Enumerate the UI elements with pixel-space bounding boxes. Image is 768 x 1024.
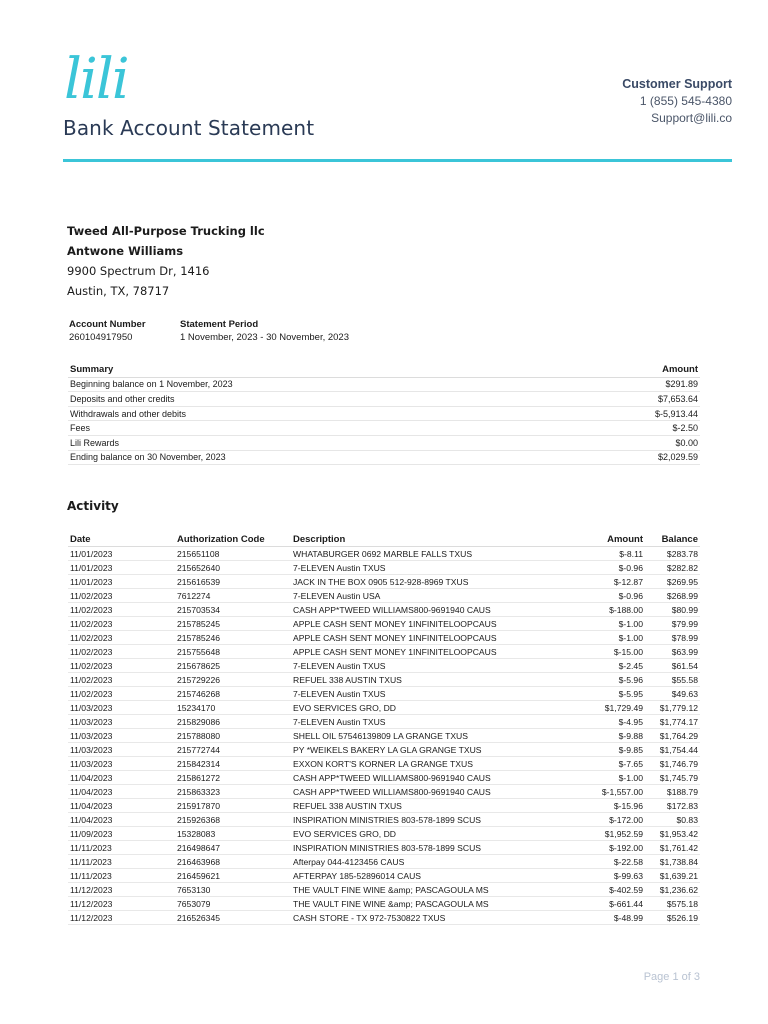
tx-auth-code: 215616539 [175, 575, 291, 589]
tx-auth-code: 215729226 [175, 673, 291, 687]
tx-date: 11/04/2023 [68, 771, 175, 785]
activity-row [68, 589, 700, 603]
activity-row [68, 855, 700, 869]
account-number-label: Account Number [69, 319, 146, 330]
activity-row [68, 897, 700, 911]
tx-auth-code: 216498647 [175, 841, 291, 855]
tx-description: EVO SERVICES GRO, DD [291, 827, 581, 841]
activity-row [68, 631, 700, 645]
tx-description: AFTERPAY 185-52896014 CAUS [291, 869, 581, 883]
tx-balance: $63.99 [645, 645, 700, 659]
tx-auth-code: 215746268 [175, 687, 291, 701]
tx-description: 7-ELEVEN Austin TXUS [291, 561, 581, 575]
tx-balance: $49.63 [645, 687, 700, 701]
tx-description: REFUEL 338 AUSTIN TXUS [291, 799, 581, 813]
activity-row [68, 757, 700, 771]
tx-balance: $1,745.79 [645, 771, 700, 785]
summary-label: Beginning balance on 1 November, 2023 [68, 377, 561, 392]
tx-amount: $-5.95 [581, 687, 645, 701]
summary-amount: $-5,913.44 [561, 406, 700, 421]
tx-balance: $55.58 [645, 673, 700, 687]
tx-amount: $-1.00 [581, 617, 645, 631]
tx-description: PY *WEIKELS BAKERY LA GLA GRANGE TXUS [291, 743, 581, 757]
tx-auth-code: 215785245 [175, 617, 291, 631]
lili-logo: lili [64, 47, 128, 112]
tx-balance: $282.82 [645, 561, 700, 575]
summary-amount: $7,653.64 [561, 392, 700, 407]
tx-amount: $-7.65 [581, 757, 645, 771]
account-number-value: 260104917950 [69, 332, 133, 343]
tx-amount: $-2.45 [581, 659, 645, 673]
activity-row [68, 771, 700, 785]
tx-balance: $61.54 [645, 659, 700, 673]
activity-row [68, 603, 700, 617]
tx-description: 7-ELEVEN Austin TXUS [291, 687, 581, 701]
tx-balance: $1,236.62 [645, 883, 700, 897]
tx-description: INSPIRATION MINISTRIES 803-578-1899 SCUS [291, 841, 581, 855]
col-auth: Authorization Code [175, 533, 291, 547]
tx-date: 11/03/2023 [68, 729, 175, 743]
statement-period-label: Statement Period [180, 319, 259, 330]
page-number: Page 1 of 3 [643, 971, 700, 983]
summary-row [68, 377, 700, 392]
tx-balance: $283.78 [645, 547, 700, 561]
tx-date: 11/11/2023 [68, 869, 175, 883]
tx-auth-code: 215926368 [175, 813, 291, 827]
tx-description: INSPIRATION MINISTRIES 803-578-1899 SCUS [291, 813, 581, 827]
tx-balance: $79.99 [645, 617, 700, 631]
summary-amount: $2,029.59 [561, 450, 700, 465]
tx-amount: $-661.44 [581, 897, 645, 911]
tx-balance: $172.83 [645, 799, 700, 813]
summary-row [68, 421, 700, 436]
tx-description: APPLE CASH SENT MONEY 1INFINITELOOPCAUS [291, 631, 581, 645]
tx-date: 11/12/2023 [68, 883, 175, 897]
tx-date: 11/02/2023 [68, 617, 175, 631]
tx-balance: $575.18 [645, 897, 700, 911]
statement-period-value: 1 November, 2023 - 30 November, 2023 [180, 332, 349, 343]
tx-description: EXXON KORT'S KORNER LA GRANGE TXUS [291, 757, 581, 771]
activity-header-row [68, 533, 700, 547]
summary-row [68, 450, 700, 465]
activity-row [68, 841, 700, 855]
tx-amount: $1,729.49 [581, 701, 645, 715]
tx-auth-code: 15234170 [175, 701, 291, 715]
tx-date: 11/04/2023 [68, 785, 175, 799]
activity-row [68, 715, 700, 729]
tx-date: 11/04/2023 [68, 799, 175, 813]
summary-table [68, 363, 700, 465]
tx-date: 11/11/2023 [68, 841, 175, 855]
summary-header-amount: Amount [561, 363, 700, 377]
tx-auth-code: 216526345 [175, 911, 291, 925]
tx-amount: $-1,557.00 [581, 785, 645, 799]
summary-label: Deposits and other credits [68, 392, 561, 407]
tx-balance: $269.95 [645, 575, 700, 589]
tx-auth-code: 7653079 [175, 897, 291, 911]
tx-auth-code: 15328083 [175, 827, 291, 841]
tx-description: CASH APP*TWEED WILLIAMS800-9691940 CAUS [291, 603, 581, 617]
activity-row [68, 701, 700, 715]
tx-auth-code: 215863323 [175, 785, 291, 799]
col-balance: Balance [645, 533, 700, 547]
tx-balance: $1,746.79 [645, 757, 700, 771]
activity-table [68, 533, 700, 925]
tx-description: EVO SERVICES GRO, DD [291, 701, 581, 715]
tx-description: WHATABURGER 0692 MARBLE FALLS TXUS [291, 547, 581, 561]
tx-description: JACK IN THE BOX 0905 512-928-8969 TXUS [291, 575, 581, 589]
activity-row [68, 869, 700, 883]
tx-description: CASH APP*TWEED WILLIAMS800-9691940 CAUS [291, 771, 581, 785]
summary-header-label: Summary [68, 363, 561, 377]
activity-row [68, 547, 700, 561]
tx-description: APPLE CASH SENT MONEY 1INFINITELOOPCAUS [291, 645, 581, 659]
tx-balance: $80.99 [645, 603, 700, 617]
activity-row [68, 729, 700, 743]
tx-amount: $-48.99 [581, 911, 645, 925]
tx-auth-code: 215842314 [175, 757, 291, 771]
tx-auth-code: 215772744 [175, 743, 291, 757]
tx-date: 11/02/2023 [68, 589, 175, 603]
tx-balance: $1,639.21 [645, 869, 700, 883]
tx-balance: $1,779.12 [645, 701, 700, 715]
tx-date: 11/03/2023 [68, 715, 175, 729]
summary-label: Withdrawals and other debits [68, 406, 561, 421]
customer-name: Antwone Williams [67, 244, 184, 258]
tx-description: Afterpay 044-4123456 CAUS [291, 855, 581, 869]
activity-row [68, 645, 700, 659]
tx-amount: $-15.96 [581, 799, 645, 813]
summary-label: Ending balance on 30 November, 2023 [68, 450, 561, 465]
support-heading: Customer Support [622, 77, 732, 91]
tx-amount: $-0.96 [581, 561, 645, 575]
tx-description: REFUEL 338 AUSTIN TXUS [291, 673, 581, 687]
tx-auth-code: 216459621 [175, 869, 291, 883]
tx-amount: $-12.87 [581, 575, 645, 589]
tx-date: 11/02/2023 [68, 673, 175, 687]
tx-date: 11/02/2023 [68, 687, 175, 701]
tx-auth-code: 215861272 [175, 771, 291, 785]
company-name: Tweed All-Purpose Trucking llc [67, 224, 265, 238]
tx-amount: $-9.85 [581, 743, 645, 757]
tx-auth-code: 215755648 [175, 645, 291, 659]
activity-row [68, 813, 700, 827]
tx-amount: $-22.58 [581, 855, 645, 869]
tx-amount: $-172.00 [581, 813, 645, 827]
customer-address-block [67, 221, 265, 301]
tx-date: 11/02/2023 [68, 631, 175, 645]
tx-date: 11/02/2023 [68, 603, 175, 617]
tx-balance: $188.79 [645, 785, 700, 799]
tx-amount: $-99.63 [581, 869, 645, 883]
tx-amount: $1,952.59 [581, 827, 645, 841]
activity-row [68, 799, 700, 813]
activity-row [68, 911, 700, 925]
col-date: Date [68, 533, 175, 547]
tx-auth-code: 7653130 [175, 883, 291, 897]
tx-description: THE VAULT FINE WINE &amp; PASCAGOULA MS [291, 897, 581, 911]
summary-amount: $-2.50 [561, 421, 700, 436]
tx-balance: $78.99 [645, 631, 700, 645]
tx-amount: $-9.88 [581, 729, 645, 743]
tx-balance: $1,761.42 [645, 841, 700, 855]
summary-row [68, 435, 700, 450]
tx-description: CASH STORE - TX 972-7530822 TXUS [291, 911, 581, 925]
tx-auth-code: 215678625 [175, 659, 291, 673]
activity-row [68, 687, 700, 701]
tx-description: CASH APP*TWEED WILLIAMS800-9691940 CAUS [291, 785, 581, 799]
tx-date: 11/01/2023 [68, 561, 175, 575]
tx-date: 11/12/2023 [68, 911, 175, 925]
tx-auth-code: 216463968 [175, 855, 291, 869]
tx-auth-code: 215785246 [175, 631, 291, 645]
address-line2: Austin, TX, 78717 [67, 284, 170, 298]
activity-row [68, 617, 700, 631]
tx-balance: $1,953.42 [645, 827, 700, 841]
tx-amount: $-15.00 [581, 645, 645, 659]
tx-amount: $-5.96 [581, 673, 645, 687]
tx-auth-code: 215703534 [175, 603, 291, 617]
tx-balance: $526.19 [645, 911, 700, 925]
support-email: Support@lili.co [651, 111, 732, 125]
tx-date: 11/11/2023 [68, 855, 175, 869]
tx-balance: $1,754.44 [645, 743, 700, 757]
customer-support-block [622, 76, 732, 127]
tx-date: 11/01/2023 [68, 575, 175, 589]
tx-balance: $0.83 [645, 813, 700, 827]
col-amount: Amount [581, 533, 645, 547]
tx-description: 7-ELEVEN Austin TXUS [291, 715, 581, 729]
tx-amount: $-192.00 [581, 841, 645, 855]
summary-label: Fees [68, 421, 561, 436]
tx-date: 11/03/2023 [68, 701, 175, 715]
tx-description: THE VAULT FINE WINE &amp; PASCAGOULA MS [291, 883, 581, 897]
summary-amount: $0.00 [561, 435, 700, 450]
tx-auth-code: 215652640 [175, 561, 291, 575]
support-phone: 1 (855) 545-4380 [639, 94, 732, 108]
activity-row [68, 673, 700, 687]
tx-balance: $1,738.84 [645, 855, 700, 869]
tx-date: 11/09/2023 [68, 827, 175, 841]
header-divider [63, 159, 732, 162]
tx-auth-code: 215651108 [175, 547, 291, 561]
tx-amount: $-8.11 [581, 547, 645, 561]
tx-date: 11/02/2023 [68, 645, 175, 659]
tx-amount: $-1.00 [581, 771, 645, 785]
tx-balance: $1,764.29 [645, 729, 700, 743]
tx-amount: $-4.95 [581, 715, 645, 729]
activity-row [68, 575, 700, 589]
tx-date: 11/01/2023 [68, 547, 175, 561]
summary-amount: $291.89 [561, 377, 700, 392]
tx-amount: $-1.00 [581, 631, 645, 645]
activity-title: Activity [67, 499, 119, 513]
tx-amount: $-0.96 [581, 589, 645, 603]
tx-auth-code: 215788080 [175, 729, 291, 743]
tx-date: 11/03/2023 [68, 757, 175, 771]
tx-balance: $1,774.17 [645, 715, 700, 729]
col-description: Description [291, 533, 581, 547]
summary-row [68, 406, 700, 421]
tx-auth-code: 215829086 [175, 715, 291, 729]
tx-description: 7-ELEVEN Austin TXUS [291, 659, 581, 673]
tx-auth-code: 215917870 [175, 799, 291, 813]
tx-date: 11/04/2023 [68, 813, 175, 827]
activity-row [68, 743, 700, 757]
tx-description: APPLE CASH SENT MONEY 1INFINITELOOPCAUS [291, 617, 581, 631]
tx-date: 11/03/2023 [68, 743, 175, 757]
summary-label: Lili Rewards [68, 435, 561, 450]
tx-date: 11/12/2023 [68, 897, 175, 911]
summary-header-row [68, 363, 700, 377]
tx-description: 7-ELEVEN Austin USA [291, 589, 581, 603]
tx-amount: $-402.59 [581, 883, 645, 897]
tx-amount: $-188.00 [581, 603, 645, 617]
activity-row [68, 785, 700, 799]
tx-balance: $268.99 [645, 589, 700, 603]
tx-description: SHELL OIL 57546139809 LA GRANGE TXUS [291, 729, 581, 743]
activity-row [68, 883, 700, 897]
activity-row [68, 827, 700, 841]
tx-auth-code: 7612274 [175, 589, 291, 603]
tx-date: 11/02/2023 [68, 659, 175, 673]
address-line1: 9900 Spectrum Dr, 1416 [67, 264, 210, 278]
activity-row [68, 561, 700, 575]
activity-row [68, 659, 700, 673]
statement-title: Bank Account Statement [63, 116, 315, 140]
summary-row [68, 392, 700, 407]
